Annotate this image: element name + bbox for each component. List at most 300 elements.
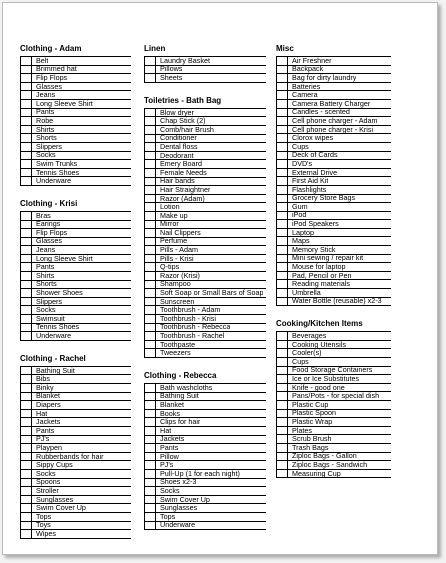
item-label: Ziploc Bags - Sandwich	[292, 460, 368, 469]
item-label: Jackets	[160, 435, 185, 444]
checklist-row	[276, 83, 391, 92]
item-label: Plastic Wrap	[292, 417, 333, 426]
checkbox[interactable]	[144, 436, 156, 444]
item-label: Earings	[36, 220, 61, 229]
checkbox[interactable]	[20, 375, 32, 383]
checklist-row	[144, 281, 266, 290]
checklist-row	[20, 315, 131, 324]
checkbox[interactable]	[20, 306, 32, 314]
checklist-row	[144, 410, 266, 419]
checklist-row	[20, 263, 131, 272]
checklist-row	[20, 246, 131, 255]
item-label: Rubberbands for hair	[36, 452, 104, 461]
item-label: Cooler(s)	[292, 349, 322, 358]
item-label: Cups	[292, 142, 309, 151]
column-middle	[144, 43, 266, 542]
checklist-row	[144, 504, 266, 513]
checkbox[interactable]	[20, 513, 32, 521]
checkbox[interactable]	[144, 384, 156, 392]
item-label: External Drive	[292, 168, 338, 177]
item-label: Lotion	[160, 203, 180, 212]
checkbox[interactable]	[144, 504, 156, 512]
checkbox[interactable]	[276, 83, 288, 91]
checklist-row	[276, 91, 391, 100]
checkbox[interactable]	[144, 444, 156, 452]
section-heading: Cooking/Kitchen Items	[276, 319, 363, 329]
item-label: Flip Flops	[36, 228, 68, 237]
checkbox[interactable]	[20, 169, 32, 177]
checkbox[interactable]	[20, 91, 32, 99]
checkbox[interactable]	[20, 470, 32, 478]
checklist-row	[144, 289, 266, 298]
checkbox[interactable]	[20, 298, 32, 306]
checkbox[interactable]	[20, 126, 32, 134]
checklist-row	[144, 57, 266, 66]
checkbox[interactable]	[144, 57, 156, 65]
checkbox[interactable]	[144, 298, 156, 306]
item-label: Flip Flops	[36, 73, 68, 82]
checkbox[interactable]	[20, 74, 32, 82]
checkbox[interactable]	[276, 195, 288, 203]
section-heading: Misc	[276, 44, 294, 53]
checklist-row	[144, 126, 266, 135]
checkbox[interactable]	[276, 212, 288, 220]
checkbox[interactable]	[20, 479, 32, 487]
item-label: Clips for hair	[160, 418, 201, 427]
checkbox[interactable]	[144, 263, 156, 271]
checkbox[interactable]	[20, 487, 32, 495]
item-label: Belt	[36, 56, 49, 65]
item-label: Pants	[36, 426, 55, 435]
item-label: Swim Trunks	[36, 159, 78, 168]
item-label: Books	[160, 409, 180, 418]
checkbox[interactable]	[276, 341, 288, 349]
checkbox[interactable]	[20, 410, 32, 418]
checkbox[interactable]	[276, 143, 288, 151]
checkbox[interactable]	[144, 186, 156, 194]
checklist-row	[276, 375, 391, 384]
checkbox[interactable]	[276, 246, 288, 254]
item-label: Camera Battery Charger	[292, 99, 371, 108]
item-label: Conditioner	[160, 134, 197, 143]
checkbox[interactable]	[276, 418, 288, 426]
checklist-row	[276, 186, 391, 195]
item-label: Shower Shoes	[36, 289, 83, 298]
item-label: Bathing Suit	[36, 366, 75, 375]
checklist-row	[20, 238, 131, 247]
checkbox[interactable]	[276, 177, 288, 185]
checkbox[interactable]	[276, 100, 288, 108]
checkbox[interactable]	[144, 324, 156, 332]
checkbox[interactable]	[144, 238, 156, 246]
checkbox[interactable]	[276, 358, 288, 366]
checkbox[interactable]	[276, 349, 288, 357]
checkbox[interactable]	[276, 57, 288, 65]
checkbox[interactable]	[276, 186, 288, 194]
item-label: Pants	[36, 108, 55, 117]
checklist-row	[276, 255, 391, 264]
checkbox[interactable]	[20, 504, 32, 512]
checkbox[interactable]	[144, 117, 156, 125]
checklist	[20, 211, 131, 341]
checklist-section	[20, 198, 131, 341]
checklist-row	[20, 367, 131, 376]
checklist-row	[144, 160, 266, 169]
checkbox[interactable]	[276, 410, 288, 418]
item-label: Deodorant	[160, 151, 194, 160]
checkbox[interactable]	[144, 66, 156, 74]
checkbox[interactable]	[20, 238, 32, 246]
checklist-row	[20, 453, 131, 462]
checkbox[interactable]	[144, 479, 156, 487]
checklist-row	[144, 246, 266, 255]
checklist-row	[276, 220, 391, 229]
item-label: Tennis Shoes	[36, 168, 80, 177]
checkbox[interactable]	[20, 66, 32, 74]
item-label: Tops	[36, 512, 52, 521]
checkbox[interactable]	[20, 367, 32, 375]
checkbox[interactable]	[144, 221, 156, 229]
item-label: Toothbrush - Rebecca	[160, 323, 231, 332]
checkbox[interactable]	[144, 522, 156, 530]
checklist-row	[20, 255, 131, 264]
checklist-row	[144, 221, 266, 230]
checkbox[interactable]	[144, 496, 156, 504]
checklist	[20, 56, 131, 186]
item-label: Socks	[36, 151, 56, 160]
checklist	[144, 383, 266, 530]
checkbox[interactable]	[144, 109, 156, 117]
checkbox[interactable]	[276, 427, 288, 435]
checklist-row	[20, 289, 131, 298]
checklist-row	[276, 57, 391, 66]
checklist-row	[20, 177, 131, 186]
item-label: Pants	[36, 263, 55, 272]
checklist-row	[144, 306, 266, 315]
item-label: Glasses	[36, 237, 62, 246]
checkbox[interactable]	[20, 272, 32, 280]
checklist-row	[276, 229, 391, 238]
checkbox[interactable]	[20, 221, 32, 229]
checklist-row	[144, 109, 266, 118]
checkbox[interactable]	[276, 117, 288, 125]
checkbox[interactable]	[144, 74, 156, 82]
item-label: Tweezers	[160, 349, 191, 358]
item-label: Long Sleeve Shirt	[36, 254, 93, 263]
item-label: Air Freshner	[292, 56, 332, 65]
checkbox[interactable]	[20, 100, 32, 108]
item-label: Pans/Pots - for special dish	[292, 392, 380, 401]
checklist-row	[144, 255, 266, 264]
checkbox[interactable]	[20, 315, 32, 323]
checklist-row	[276, 461, 391, 470]
checkbox[interactable]	[276, 203, 288, 211]
checklist-row	[276, 341, 391, 350]
checkbox[interactable]	[276, 169, 288, 177]
checklist-row	[144, 479, 266, 488]
checkbox[interactable]	[20, 418, 32, 426]
item-label: Blow dryer	[160, 108, 194, 117]
item-label: Perfume	[160, 237, 188, 246]
checkbox[interactable]	[276, 453, 288, 461]
checkbox[interactable]	[144, 349, 156, 357]
checkbox[interactable]	[20, 453, 32, 461]
checkbox[interactable]	[20, 332, 32, 340]
checkbox[interactable]	[276, 109, 288, 117]
checkbox[interactable]	[20, 177, 32, 185]
checkbox[interactable]	[20, 57, 32, 65]
checkbox[interactable]	[20, 83, 32, 91]
checkbox[interactable]	[144, 393, 156, 401]
item-label: Grocery Store Bags	[292, 194, 356, 203]
checklist-row	[144, 341, 266, 350]
checkbox[interactable]	[144, 281, 156, 289]
item-label: Sunglasses	[36, 495, 74, 504]
checklist	[144, 108, 266, 358]
checkbox[interactable]	[276, 220, 288, 228]
item-label: Gum	[292, 202, 308, 211]
checkbox[interactable]	[20, 117, 32, 125]
checkbox[interactable]	[144, 470, 156, 478]
item-label: Robe	[36, 116, 54, 125]
checkbox[interactable]	[144, 410, 156, 418]
checkbox[interactable]	[276, 401, 288, 409]
checklist-row	[20, 281, 131, 290]
item-label: Pillow	[160, 452, 179, 461]
checkbox[interactable]	[276, 134, 288, 142]
checklist-row	[144, 487, 266, 496]
checkbox[interactable]	[144, 453, 156, 461]
item-label: Pants	[160, 443, 179, 452]
item-label: Backpack	[292, 65, 324, 74]
checkbox[interactable]	[20, 109, 32, 117]
item-label: Nail Clippers	[160, 228, 201, 237]
checklist-row	[144, 143, 266, 152]
checkbox[interactable]	[276, 384, 288, 392]
item-label: Emery Board	[160, 160, 202, 169]
checkbox[interactable]	[276, 74, 288, 82]
checkbox[interactable]	[144, 272, 156, 280]
checkbox[interactable]	[20, 444, 32, 452]
checkbox[interactable]	[144, 135, 156, 143]
checklist-row	[276, 117, 391, 126]
checkbox[interactable]	[144, 203, 156, 211]
checklist-row	[144, 186, 266, 195]
checkbox[interactable]	[276, 289, 288, 297]
checklist-row	[276, 272, 391, 281]
checkbox[interactable]	[144, 169, 156, 177]
checkbox[interactable]	[144, 487, 156, 495]
checklist-row	[276, 384, 391, 393]
checklist-row	[20, 410, 131, 419]
checkbox[interactable]	[276, 229, 288, 237]
checkbox[interactable]	[276, 367, 288, 375]
checkbox[interactable]	[20, 229, 32, 237]
checkbox[interactable]	[276, 298, 288, 306]
item-label: Hair bands	[160, 177, 195, 186]
checklist-row	[276, 169, 391, 178]
checklist-row	[276, 349, 391, 358]
checkbox[interactable]	[144, 143, 156, 151]
checklist-row	[276, 66, 391, 75]
item-label: Shampoo	[160, 280, 191, 289]
item-label: Maps	[292, 237, 310, 246]
item-label: Blanket	[160, 400, 184, 409]
item-label: Spoons	[36, 478, 61, 487]
checkbox[interactable]	[276, 263, 288, 271]
item-label: Cell phone charger - Adam	[292, 116, 378, 125]
checkbox[interactable]	[144, 160, 156, 168]
checklist-row	[20, 100, 131, 109]
checklist-row	[144, 349, 266, 358]
item-label: DVD's	[292, 159, 313, 168]
checkbox[interactable]	[20, 160, 32, 168]
item-label: Socks	[160, 486, 180, 495]
checkbox[interactable]	[20, 143, 32, 151]
checkbox[interactable]	[276, 392, 288, 400]
item-label: Stroller	[36, 486, 59, 495]
checklist-row	[20, 436, 131, 445]
checkbox[interactable]	[144, 461, 156, 469]
checkbox[interactable]	[20, 134, 32, 142]
checkbox[interactable]	[144, 152, 156, 160]
checkbox[interactable]	[20, 401, 32, 409]
item-label: Tennis Shoes	[36, 323, 80, 332]
checkbox[interactable]	[144, 195, 156, 203]
checkbox[interactable]	[20, 427, 32, 435]
item-label: Cell phone charger - Krisi	[292, 125, 374, 134]
checkbox[interactable]	[276, 272, 288, 280]
item-label: Flashlights	[292, 185, 327, 194]
checklist-row	[20, 427, 131, 436]
checkbox[interactable]	[144, 246, 156, 254]
checkbox[interactable]	[144, 332, 156, 340]
checklist-row	[20, 479, 131, 488]
section-heading: Toiletries - Bath Bag	[144, 95, 222, 105]
checklist-row	[276, 289, 391, 298]
checkbox[interactable]	[144, 315, 156, 323]
checkbox[interactable]	[20, 281, 32, 289]
checklist-row	[20, 91, 131, 100]
checkbox[interactable]	[276, 444, 288, 452]
checkbox[interactable]	[144, 401, 156, 409]
checklist-row	[144, 461, 266, 470]
checkbox[interactable]	[276, 126, 288, 134]
checkbox[interactable]	[276, 160, 288, 168]
checkbox[interactable]	[276, 332, 288, 340]
checkbox[interactable]	[276, 280, 288, 288]
checklist-section	[20, 43, 131, 186]
checkbox[interactable]	[20, 255, 32, 263]
checkbox[interactable]	[144, 427, 156, 435]
checklist-row	[144, 195, 266, 204]
checklist-row	[276, 100, 391, 109]
checkbox[interactable]	[276, 461, 288, 469]
checklist-row	[144, 272, 266, 281]
checklist-row	[144, 229, 266, 238]
item-label: Soft Soap or Small Bars of Soap	[160, 289, 264, 298]
checkbox[interactable]	[20, 152, 32, 160]
item-label: Pull-Up (1 for each night)	[160, 469, 240, 478]
checkbox[interactable]	[144, 255, 156, 263]
checkbox[interactable]	[20, 436, 32, 444]
checkbox[interactable]	[20, 246, 32, 254]
item-label: Knife - good one	[292, 383, 345, 392]
checklist-row	[276, 298, 391, 307]
item-label: Razor (Krisi)	[160, 271, 200, 280]
checklist-row	[20, 530, 131, 539]
checkbox[interactable]	[144, 306, 156, 314]
checkbox[interactable]	[20, 384, 32, 392]
checklist-section	[276, 318, 391, 478]
checklist-row	[144, 418, 266, 427]
checklist-section	[144, 95, 266, 358]
checkbox[interactable]	[276, 152, 288, 160]
checkbox[interactable]	[276, 255, 288, 263]
checkbox[interactable]	[276, 435, 288, 443]
checklist-row	[144, 436, 266, 445]
checkbox[interactable]	[20, 522, 32, 530]
checkbox[interactable]	[20, 496, 32, 504]
checkbox[interactable]	[20, 393, 32, 401]
item-label: Plastic Spoon	[292, 409, 336, 418]
checklist-row	[276, 126, 391, 135]
checkbox[interactable]	[144, 513, 156, 521]
item-label: Hat	[36, 409, 48, 418]
checkbox[interactable]	[144, 126, 156, 134]
checklist-row	[144, 66, 266, 75]
checklist-row	[144, 298, 266, 307]
checkbox[interactable]	[144, 289, 156, 297]
item-label: Jeans	[36, 246, 56, 255]
checklist-row	[20, 152, 131, 161]
item-label: Water Bottle (reusable) x2-3	[292, 297, 382, 306]
checkbox[interactable]	[144, 229, 156, 237]
checkbox[interactable]	[20, 530, 32, 538]
checklist-row	[144, 212, 266, 221]
checkbox[interactable]	[20, 263, 32, 271]
checklist-row	[20, 169, 131, 178]
checklist-row	[276, 444, 391, 453]
item-label: Female Needs	[160, 168, 207, 177]
checkbox[interactable]	[20, 324, 32, 332]
item-label: Cups	[292, 357, 309, 366]
checkbox[interactable]	[144, 341, 156, 349]
checkbox[interactable]	[20, 289, 32, 297]
item-label: Bibs	[36, 375, 50, 384]
item-label: Mini sewing / repair kit	[292, 254, 364, 263]
checkbox[interactable]	[276, 66, 288, 74]
checklist-row	[144, 315, 266, 324]
checklist-section	[144, 370, 266, 530]
checkbox[interactable]	[276, 375, 288, 383]
checkbox[interactable]	[276, 237, 288, 245]
checklist-row	[20, 160, 131, 169]
checklist-row	[144, 324, 266, 333]
item-label: Toothbrush - Krisi	[160, 314, 216, 323]
checkbox[interactable]	[144, 418, 156, 426]
item-label: Shirts	[36, 125, 55, 134]
checkbox[interactable]	[144, 178, 156, 186]
checklist-row	[276, 453, 391, 462]
checkbox[interactable]	[276, 91, 288, 99]
checklist-row	[20, 470, 131, 479]
checkbox[interactable]	[20, 212, 32, 220]
checkbox[interactable]	[144, 212, 156, 220]
checklist-row	[20, 212, 131, 221]
checkbox[interactable]	[276, 470, 288, 478]
checkbox[interactable]	[20, 461, 32, 469]
